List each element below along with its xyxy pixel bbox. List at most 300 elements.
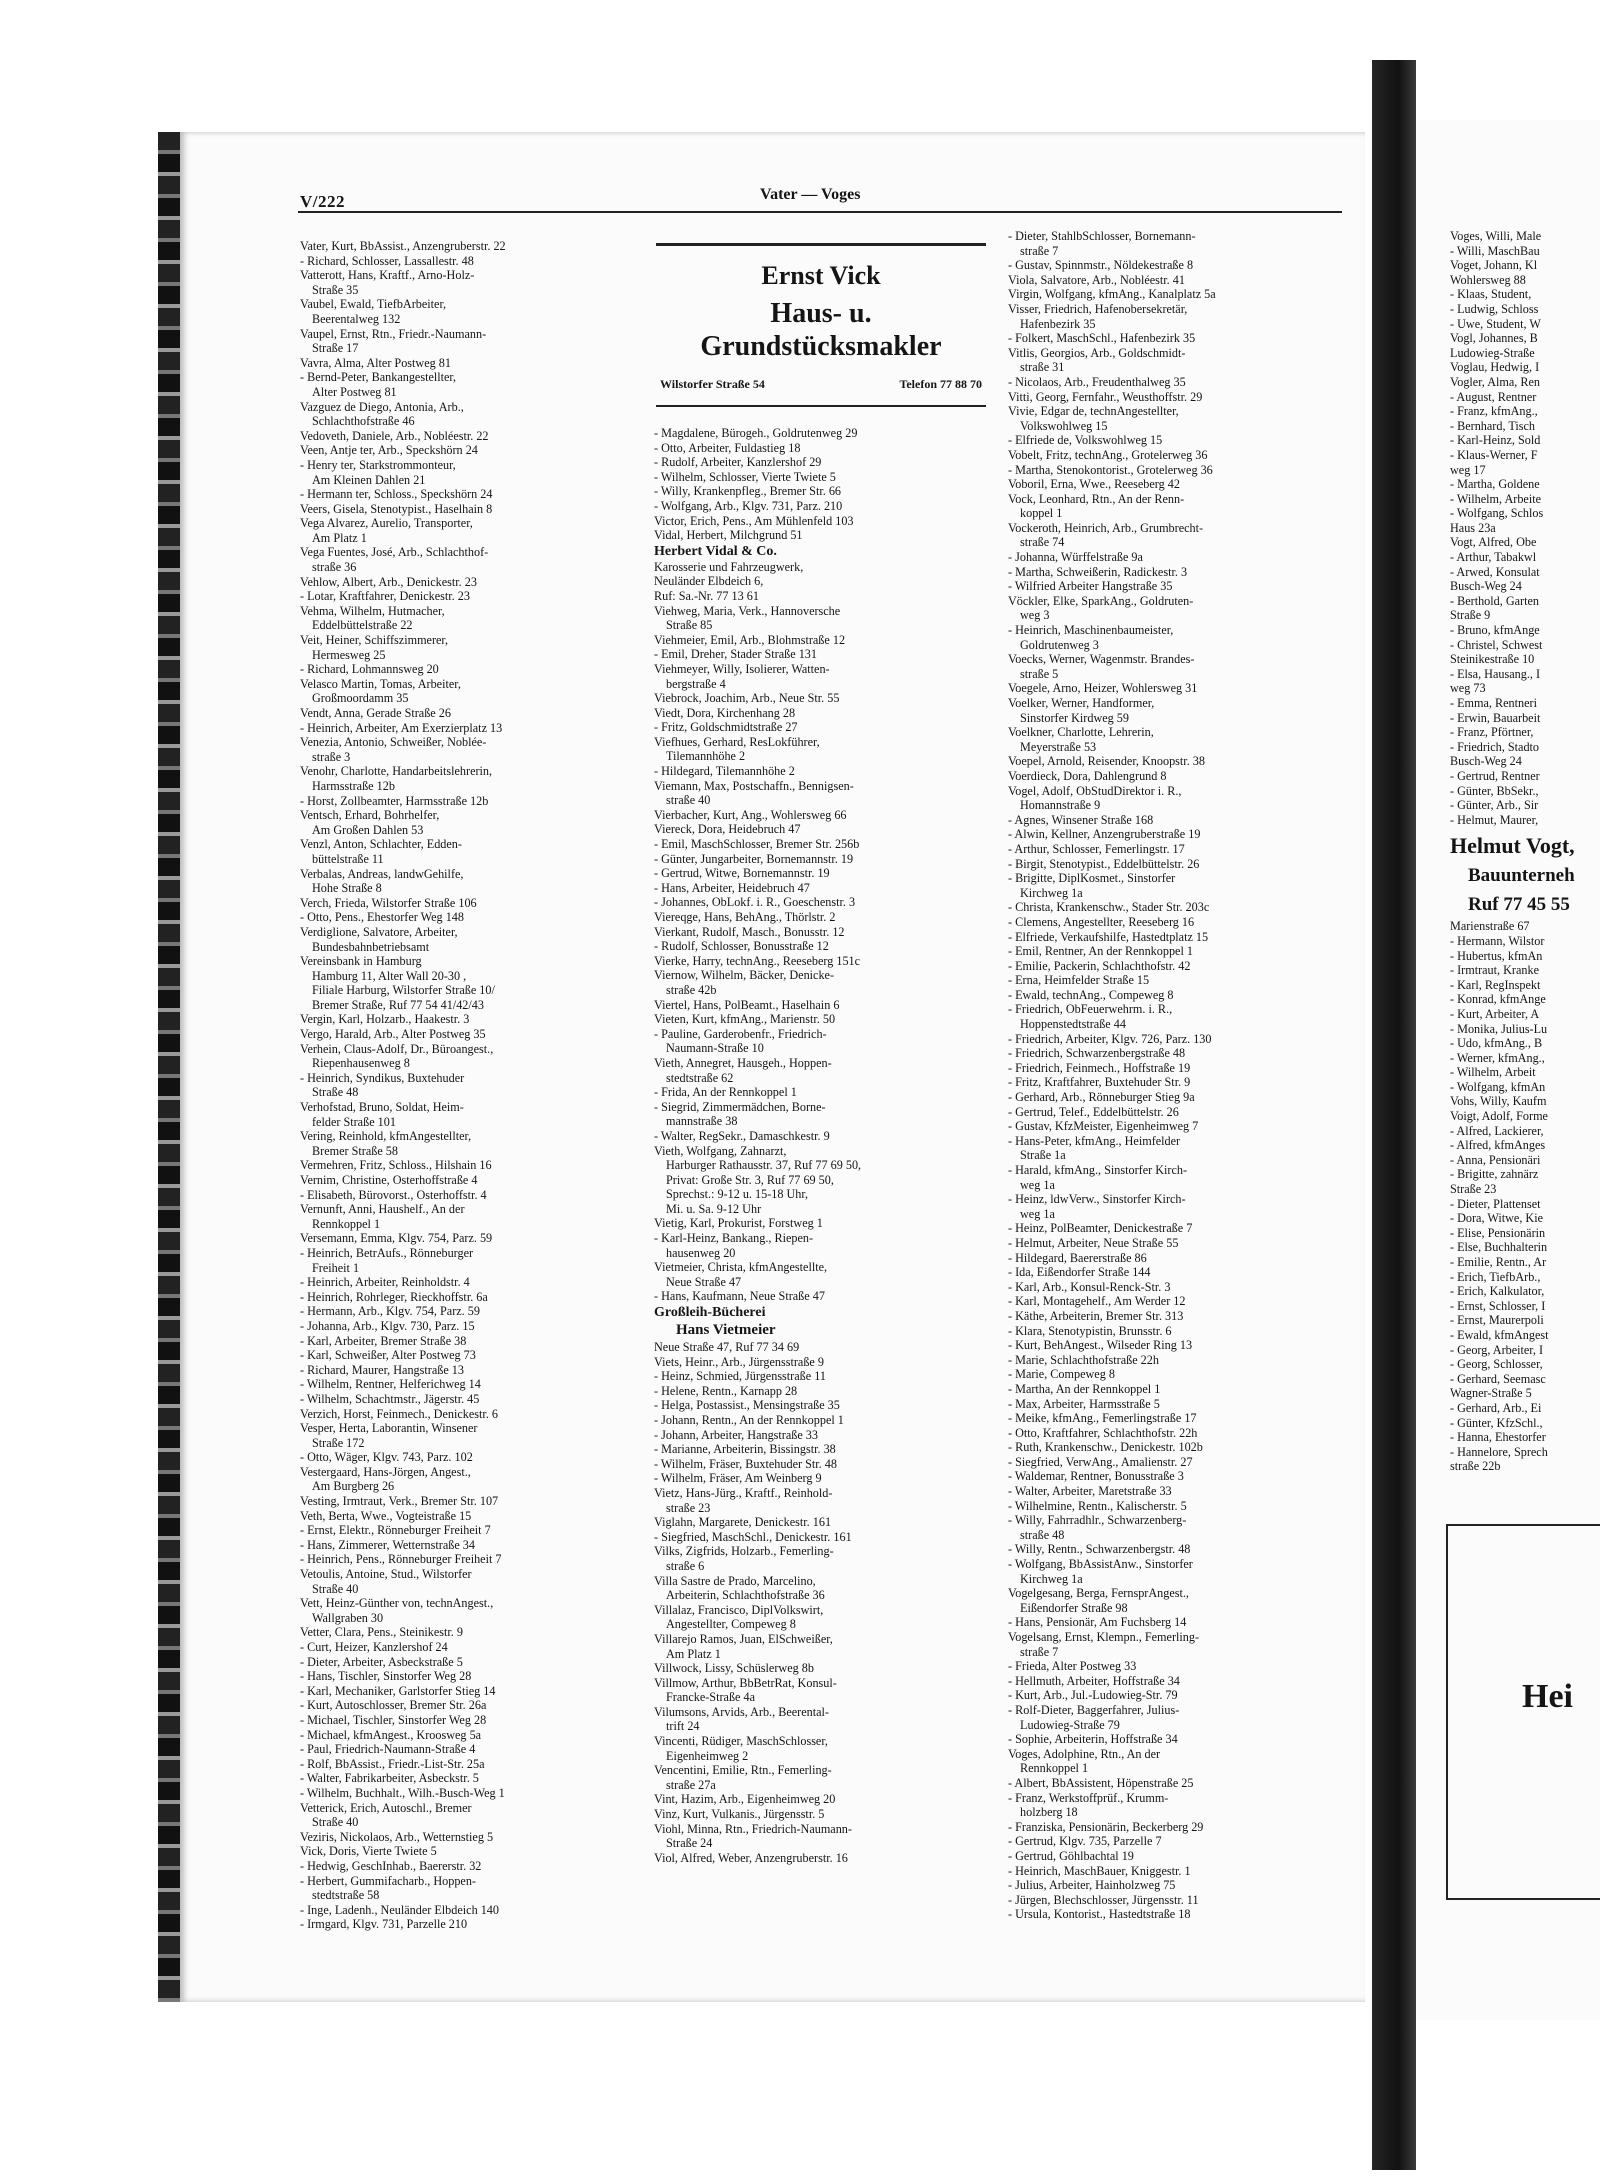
entry-continuation: Schlachthofstraße 46 [312,414,415,429]
entry-line: Veit, Heiner, Schiffszimmerer, [300,633,449,648]
entry-continuation: Am Kleinen Dahlen 21 [312,472,426,487]
entry-line: - Kurt, BehAngest., Wilseder Ring 13 [1008,1338,1193,1353]
directory-entry [1450,1299,1600,1314]
entry-line: Vedoveth, Daniele, Arb., Nobléestr. 22 [300,428,489,443]
entry-line: Vernim, Christine, Osterhoffstraße 4 [300,1173,478,1187]
entry-line: - Karl, RegInspekt [1450,977,1541,992]
directory-entry [1450,346,1600,361]
entry-line: Vogler, Alma, Ren [1450,374,1541,389]
directory-entry [1450,477,1600,492]
directory-entry [1008,1251,1338,1266]
directory-entry [1450,949,1600,964]
entry-continuation: Freiheit 1 [312,1260,360,1275]
entry-continuation: Beerentalweg 132 [312,311,401,326]
entry-continuation: straße 74 [1020,535,1065,550]
directory-entry [1450,1182,1600,1197]
entry-line: - Dieter, Plattenset [1450,1196,1541,1211]
directory-entry [1008,1893,1338,1908]
entry-line: - Julius, Arbeiter, Hainholzweg 75 [1008,1878,1176,1893]
entry-line: - Gertrud, Klgv. 735, Parzelle 7 [1008,1834,1162,1849]
directory-entry [654,1515,984,1530]
directory-entry [654,1144,984,1217]
directory-entry [300,1392,630,1407]
entry-continuation: Filiale Harburg, Wilstorfer Straße 10/ [312,983,495,998]
directory-entry [1008,1105,1338,1120]
entry-line: - Albert, BbAssistent, Höpenstraße 25 [1008,1775,1194,1790]
entry-line: - Pauline, Garderobenfr., Friedrich- [654,1026,827,1041]
entry-line: Voges, Adolphine, Rtn., An der [1008,1746,1161,1761]
entry-line: - Günter, Arb., Sir [1450,798,1539,813]
entry-line: Vohs, Willy, Kaufm [1450,1094,1547,1109]
entry-line: - Anna, Pensionäri [1450,1152,1541,1167]
entry-line: - Kurt, Arbeiter, A [1450,1006,1540,1021]
entry-line: - Werner, kfmAng., [1450,1050,1545,1065]
entry-line: - Rudolf, Arbeiter, Kanzlershof 29 [654,455,822,470]
directory-entry [300,1655,630,1670]
entry-line: - Klaas, Student, [1450,287,1532,302]
directory-entry [300,1509,630,1524]
directory-entry [300,1625,630,1640]
directory-entry [654,1369,984,1384]
entry-continuation: Alter Postweg 81 [312,384,397,399]
directory-entry [1450,229,1600,244]
entry-line: - Gerhard, Seemasc [1450,1371,1546,1386]
entry-line: - Christa, Krankenschw., Stader Str. 203c [1008,900,1210,915]
entry-line: - Heinrich, Maschinenbaumeister, [1008,623,1174,638]
entry-line: - Bruno, kfmAnge [1450,623,1540,638]
entry-line: Vöckler, Elke, SparkAng., Goldruten- [1008,593,1194,608]
directory-entry [654,441,984,456]
entry-line: - Emma, Rentneri [1450,696,1537,710]
entry-line: Villwock, Lissy, Schüslerweg 8b [654,1661,814,1676]
entry-line: - Wilhelm, Rentner, Helferichweg 14 [300,1377,481,1392]
running-head: Vater — Voges [760,186,861,203]
directory-entry [300,721,630,736]
directory-entry [1008,784,1338,813]
entry-line: - Jürgen, Blechschlosser, Jürgensstr. 11 [1008,1892,1199,1907]
entry-line: Venohr, Charlotte, Handarbeitslehrerin, [300,764,493,779]
entry-line: Vogelsang, Ernst, Klempn., Femerling- [1008,1630,1200,1644]
book-binding-edge [158,132,180,2002]
entry-line: Karosserie und Fahrzeugwerk, [654,559,804,574]
entry-line: Viets, Heinr., Arb., Jürgensstraße 9 [654,1354,824,1369]
entry-line: Vogl, Johannes, B [1450,331,1538,346]
entry-line: - Else, Buchhalterin [1450,1240,1548,1255]
entry-line: - Martha, Schweißerin, Radickestr. 3 [1008,564,1188,579]
directory-entry [654,822,984,837]
entry-continuation: Mi. u. Sa. 9-12 Uhr [666,1201,762,1216]
entry-line: - Walter, Fabrikarbeiter, Asbeckstr. 5 [300,1771,479,1786]
directory-entry [1008,1674,1338,1689]
directory-entry [300,458,630,487]
entry-line: Villalaz, Francisco, DiplVolkswirt, [654,1602,824,1617]
entry-line: Vincenti, Rüdiger, MaschSchlosser, [654,1734,828,1749]
entry-line: - Hubertus, kfmAn [1450,948,1543,963]
entry-line: - Gertrud, Göhlbachtal 19 [1008,1848,1134,1863]
directory-column-2 [654,426,984,1865]
directory-entry [300,1290,630,1305]
directory-entry [300,1071,630,1100]
directory-entry [654,1603,984,1632]
directory-entry [1008,1630,1338,1659]
directory-entry [1008,1338,1338,1353]
entry-line: - Heinz, PolBeamter, Denickestraße 7 [1008,1221,1193,1236]
directory-entry [654,1012,984,1027]
entry-line: Veers, Gisela, Stenotypist., Haselhain 8 [300,501,493,516]
entry-line: - Hans-Peter, kfmAng., Heimfelder [1008,1133,1181,1148]
directory-entry [654,528,984,543]
entry-line: - Hermann, Wilstor [1450,933,1545,948]
entry-line: Verhofstad, Bruno, Soldat, Heim- [300,1100,464,1115]
directory-entry [654,1056,984,1085]
entry-line: Busch-Weg 24 [1450,754,1522,769]
directory-entry [1008,1878,1338,1893]
entry-line: Voelkner, Charlotte, Lehrerin, [1008,725,1154,740]
entry-line: - Willy, Krankenpfleg., Bremer Str. 66 [654,484,842,499]
entry-line: - Ewald, technAng., Compeweg 8 [1008,987,1174,1002]
directory-entry [654,808,984,823]
directory-entry [1008,652,1338,681]
directory-entry [1450,390,1600,405]
entry-line: - Bernd-Peter, Bankangestellter, [300,370,457,385]
directory-entry [654,560,984,575]
entry-line: - Franz, Werkstoffprüf., Krumm- [1008,1790,1169,1805]
entry-line: - Johanna, Arb., Klgv. 730, Parz. 15 [300,1318,475,1333]
entry-line: - Dieter, Arbeiter, Asbeckstraße 5 [300,1654,463,1669]
entry-line: - Ruth, Krankenschw., Denickestr. 102b [1008,1440,1203,1455]
directory-entry [1008,1280,1338,1295]
directory-entry [300,1188,630,1203]
entry-line: - Udo, kfmAng., B [1450,1036,1543,1051]
directory-entry [1450,711,1600,726]
directory-entry [300,487,630,502]
entry-line: - Agnes, Winsener Straße 168 [1008,812,1154,827]
directory-entry [1008,287,1338,302]
directory-entry [1450,1094,1600,1109]
directory-entry [1450,1197,1600,1212]
entry-continuation: Straße 35 [312,282,359,297]
entry-line: - Rudolf, Schlosser, Bonusstraße 12 [654,939,829,954]
directory-entry [300,1465,630,1494]
entry-line: Vehlow, Albert, Arb., Denickestr. 23 [300,574,477,589]
entry-line: Ludowieg-Straße [1450,345,1535,360]
directory-entry [1008,871,1338,900]
directory-entry [1450,302,1600,317]
directory-entry [300,1042,630,1071]
directory-entry [300,1552,630,1567]
entry-continuation: stedtstraße 58 [312,1888,380,1903]
entry-line: - Alfred, kfmAnges [1450,1138,1546,1153]
directory-entry [300,910,630,925]
entry-line: Virgin, Wolfgang, kfmAng., Kanalplatz 5a [1008,287,1216,302]
entry-line: - Heinrich, Syndikus, Buxtehuder [300,1070,465,1085]
entry-line: - Ida, Eißendorfer Straße 144 [1008,1265,1151,1280]
entry-line: Vogt, Alfred, Obe [1450,535,1537,550]
entry-line: Versemann, Emma, Klgv. 754, Parz. 59 [300,1231,493,1246]
directory-entry [654,1661,984,1676]
directory-entry [1450,1284,1600,1299]
directory-column-4-partial [1450,229,1600,1474]
entry-line: - Irmtraut, Kranke [1450,963,1539,978]
entry-continuation: Goldrutenweg 3 [1020,637,1099,652]
entry-continuation: straße 7 [1020,1644,1059,1659]
entry-line: Vitlis, Georgios, Arb., Goldschmidt- [1008,345,1186,360]
directory-entry [1008,1324,1338,1339]
directory-entry [1450,594,1600,609]
entry-continuation: Ludowieg-Straße 79 [1020,1717,1120,1732]
entry-line: - August, Rentner [1450,389,1537,404]
directory-entry [300,867,630,896]
entry-line: Voglau, Hedwig, I [1450,360,1540,375]
directory-entry [1008,1163,1338,1192]
entry-line: - Wilfried Arbeiter Hangstraße 35 [1008,579,1173,594]
entry-line: Neuländer Elbdeich 6, [654,574,764,589]
directory-entry [654,1574,984,1603]
directory-entry [1008,842,1338,857]
entry-line: Vetterick, Erich, Autoschl., Bremer [300,1800,472,1815]
directory-entry [1008,594,1338,623]
entry-continuation: weg 1a [1020,1206,1055,1221]
directory-entry [1450,623,1600,638]
directory-entry [654,1321,984,1340]
directory-entry [300,1304,630,1319]
directory-entry [300,297,630,326]
entry-line: - Otto, Kraftfahrer, Schlachthofstr. 22h [1008,1425,1198,1440]
directory-entry [1450,754,1600,769]
entry-line: - Martha, Stenokontorist., Grotelerweg 36 [1008,462,1213,477]
ad-rule-top [656,243,986,246]
directory-entry [1008,1732,1338,1747]
directory-entry [300,1859,630,1874]
entry-line: Vilumsons, Arvids, Arb., Beerental- [654,1704,829,1719]
entry-line: Vinz, Kurt, Vulkanis., Jürgensstr. 5 [654,1807,825,1822]
entry-line: Steinikestraße 10 [1450,652,1535,667]
entry-continuation: Riepenhausenweg 8 [312,1056,410,1071]
entry-continuation: Am Burgberg 26 [312,1479,395,1494]
directory-entry [1008,477,1338,492]
directory-entry [1008,1542,1338,1557]
entry-line: - Hermann ter, Schloss., Speckshörn 24 [300,487,493,502]
directory-entry [654,1457,984,1472]
entry-line: - Ursula, Kontorist., Hastedtstraße 18 [1008,1907,1191,1922]
entry-line: Vierbacher, Kurt, Ang., Wohlersweg 66 [654,807,847,822]
entry-line: - Klaus-Werner, F [1450,447,1538,462]
directory-entry [1008,1586,1338,1615]
directory-entry [1008,1703,1338,1732]
directory-entry [654,574,984,589]
entry-line: Viernow, Wilhelm, Bäcker, Denicke- [654,968,835,983]
entry-line: - Elfriede, Verkaufshilfe, Hastedtplatz 15 [1008,929,1209,944]
entry-line: Veth, Berta, Wwe., Vogteistraße 15 [300,1508,472,1523]
entry-line: - Wilhelmine, Rentn., Kalischerstr. 5 [1008,1498,1187,1513]
directory-entry [1008,813,1338,828]
directory-entry [1450,813,1600,828]
entry-continuation: Harmsstraße 12b [312,778,395,793]
entry-line: - Walter, RegSekr., Damaschkestr. 9 [654,1128,830,1143]
directory-entry [1008,463,1338,478]
entry-line: - Alfred, Lackierer, [1450,1123,1544,1138]
entry-line: - Konrad, kfmAnge [1450,992,1546,1007]
entry-line: Vidal, Herbert, Milchgrund 51 [654,528,803,543]
directory-entry [1008,1353,1338,1368]
directory-entry [654,910,984,925]
entry-line: - Erna, Heimfelder Straße 15 [1008,973,1150,988]
entry-continuation: weg 3 [1020,608,1050,623]
directory-entry [300,954,630,1012]
book-gutter [1372,60,1416,2170]
directory-entry [1450,740,1600,755]
directory-entry [1008,930,1338,945]
entry-line: - Clemens, Angestellter, Reeseberg 16 [1008,914,1195,929]
entry-line: Viehweg, Maria, Verk., Hannoversche [654,603,841,618]
entry-line: - Willy, Rentn., Schwarzenbergstr. 48 [1008,1542,1191,1557]
entry-line: Vater, Kurt, BbAssist., Anzengruberstr. 22 [300,239,506,253]
directory-entry [1008,1513,1338,1542]
entry-line: - Helmut, Arbeiter, Neue Straße 55 [1008,1235,1179,1250]
directory-entry [300,1684,630,1699]
entry-continuation: Wallgraben 30 [312,1610,384,1625]
entry-line: Vendt, Anna, Gerade Straße 26 [300,706,451,720]
directory-entry [1008,1367,1338,1382]
entry-line: - Hedwig, GeschInhab., Baererstr. 32 [300,1858,482,1873]
directory-entry [1008,769,1338,784]
directory-entry [654,1471,984,1486]
directory-entry [1450,861,1600,891]
directory-entry [300,1742,630,1757]
entry-line: - Günter, KfzSchl., [1450,1415,1543,1430]
entry-continuation: stedtstraße 62 [666,1070,734,1085]
directory-entry [300,896,630,911]
entry-continuation: Arbeiterin, Schlachthofstraße 36 [666,1588,825,1603]
directory-entry [1008,1397,1338,1412]
entry-continuation: Homannstraße 9 [1020,798,1101,813]
entry-line: Marienstraße 67 [1450,919,1530,934]
directory-entry [300,370,630,399]
entry-line: Viereqge, Hans, BehAng., Thörlstr. 2 [654,910,836,924]
directory-entry [300,1202,630,1231]
entry-line: - Franziska, Pensionärin, Beckerberg 29 [1008,1819,1204,1834]
directory-entry [1008,1090,1338,1105]
entry-line: - Heinrich, Rohrleger, Rieckhoffstr. 6a [300,1289,488,1304]
entry-line: Vetter, Clara, Pens., Steinikestr. 9 [300,1625,463,1640]
directory-entry [300,1275,630,1290]
entry-line: - Heinrich, MaschBauer, Kniggestr. 1 [1008,1863,1191,1878]
directory-entry [1008,273,1338,288]
directory-entry [300,589,630,604]
entry-line: weg 73 [1450,681,1486,696]
directory-entry [1008,1236,1338,1251]
directory-entry [654,1486,984,1515]
entry-continuation: Kirchweg 1a [1020,1571,1083,1586]
entry-continuation: straße 40 [666,793,711,808]
entry-line: Viebrock, Joachim, Arb., Neue Str. 55 [654,691,840,706]
entry-line: - Heinz, Schmied, Jürgensstraße 11 [654,1369,826,1384]
entry-continuation: Bundesbahnbetriebsamt [312,939,430,954]
directory-entry [654,1085,984,1100]
entry-line: - Franz, kfmAng., [1450,404,1538,419]
entry-line: Velasco Martin, Tomas, Arbeiter, [300,676,461,691]
advertisement-ernst-vick [656,243,986,408]
directory-entry [1450,769,1600,784]
entry-line: - Karl, Arb., Konsul-Renck-Str. 3 [1008,1279,1171,1294]
directory-entry [654,426,984,441]
directory-entry [1008,1791,1338,1820]
entry-line: - Heinrich, Pens., Rönneburger Freiheit 7 [300,1552,502,1567]
entry-continuation: Hohe Straße 8 [312,881,382,896]
entry-continuation: koppel 1 [1020,506,1063,521]
entry-line: - Rolf-Dieter, Baggerfahrer, Julius- [1008,1702,1180,1717]
directory-entry [300,400,630,429]
directory-entry [654,662,984,691]
entry-line: Wohlersweg 88 [1450,272,1526,287]
directory-entry [1450,1211,1600,1226]
directory-entry [1008,857,1338,872]
entry-line: - Käthe, Arbeiterin, Bremer Str. 313 [1008,1308,1184,1323]
entry-line: Voget, Johann, Kl [1450,258,1538,273]
entry-line: Vega Fuentes, José, Arb., Schlachthof- [300,545,489,560]
entry-line: - Karl-Heinz, Sold [1450,433,1541,448]
entry-line: - Friedrich, Schwarzenbergstraße 48 [1008,1046,1186,1061]
entry-line: Vesting, Irmtraut, Verk., Bremer Str. 107 [300,1494,499,1509]
entry-line: Vergo, Harald, Arb., Alter Postweg 35 [300,1027,486,1042]
directory-entry [1450,638,1600,653]
directory-entry [1450,1313,1600,1328]
directory-entry [1008,1075,1338,1090]
directory-entry [300,1027,630,1042]
entry-line: Vavra, Alma, Alter Postweg 81 [300,355,451,370]
directory-entry [1008,404,1338,433]
directory-entry [654,647,984,662]
entry-line: - Hildegard, Tilemannhöhe 2 [654,764,795,779]
entry-line: - Inge, Ladenh., Neuländer Elbdeich 140 [300,1902,499,1917]
entry-line: - Siegrid, Zimmermädchen, Borne- [654,1099,826,1114]
entry-line: Ventsch, Erhard, Bohrhelfer, [300,808,440,823]
entry-line: - Franz, Pförtner, [1450,725,1534,740]
entry-continuation: straße 3 [312,749,351,764]
directory-entry [1008,375,1338,390]
directory-entry [654,470,984,485]
directory-entry [654,589,984,604]
directory-entry [1008,1557,1338,1586]
entry-line: - Karl-Heinz, Bankang., Riepen- [654,1231,814,1246]
entry-line: Vernunft, Anni, Haushelf., An der [300,1202,465,1217]
entry-line: - Nicolaos, Arb., Freudenthalweg 35 [1008,374,1186,389]
entry-line: - Heinrich, Arbeiter, Am Exerzierplatz 13 [300,720,503,735]
entry-line: - Hans, Kaufmann, Neue Straße 47 [654,1289,825,1304]
directory-entry [1450,550,1600,565]
entry-line: - Hans, Arbeiter, Heidebruch 47 [654,880,810,895]
directory-entry [300,677,630,706]
directory-entry [654,1763,984,1792]
directory-entry [654,1231,984,1260]
entry-line: - Richard, Maurer, Hangstraße 13 [300,1362,464,1377]
entry-continuation: Eißendorfer Straße 98 [1020,1600,1128,1615]
directory-entry [1450,1343,1600,1358]
directory-entry [1008,492,1338,521]
directory-entry [300,735,630,764]
entry-line: weg 17 [1450,462,1486,477]
entry-line: - Kurt, Autoschlosser, Bremer Str. 26a [300,1698,487,1713]
entry-line: Vieth, Annegret, Hausgeh., Hoppen- [654,1055,832,1070]
entry-line: - Ernst, Elektr., Rönneburger Freiheit 7 [300,1523,491,1538]
directory-entry [300,1640,630,1655]
directory-entry [300,1407,630,1422]
directory-entry [300,516,630,545]
entry-continuation: straße 23 [666,1500,711,1515]
directory-entry [654,852,984,867]
directory-entry [1008,725,1338,754]
entry-continuation: straße 7 [1020,243,1059,258]
